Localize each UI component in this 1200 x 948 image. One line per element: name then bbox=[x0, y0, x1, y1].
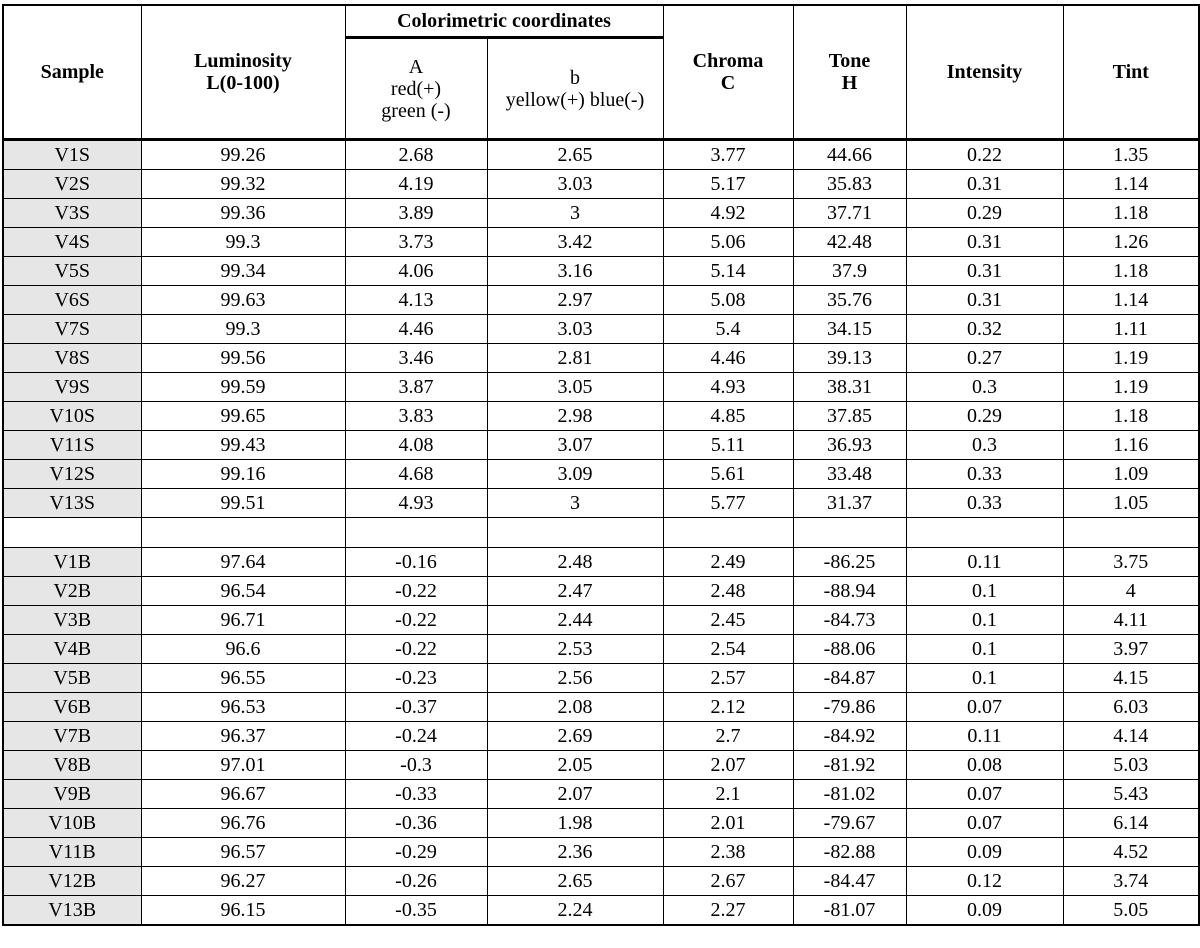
cell-b: 3.07 bbox=[487, 431, 663, 460]
cell-intensity: 0.22 bbox=[906, 140, 1063, 170]
cell-b: 2.48 bbox=[487, 548, 663, 577]
blank-separator-row bbox=[3, 518, 1199, 548]
cell-h: -84.73 bbox=[793, 606, 906, 635]
cell-c: 5.77 bbox=[663, 489, 793, 518]
cell-c: 4.46 bbox=[663, 344, 793, 373]
cell-intensity: 0.3 bbox=[906, 431, 1063, 460]
table-row bbox=[3, 809, 1199, 838]
header-tone: Tone H bbox=[793, 5, 906, 140]
cell-c: 2.48 bbox=[663, 577, 793, 606]
cell-l: 96.53 bbox=[141, 693, 345, 722]
cell-c: 2.54 bbox=[663, 635, 793, 664]
cell-h: 33.48 bbox=[793, 460, 906, 489]
cell-b: 2.98 bbox=[487, 402, 663, 431]
cell-c: 2.49 bbox=[663, 548, 793, 577]
header-a: A red(+) green (-) bbox=[345, 38, 487, 140]
table-row bbox=[3, 460, 1199, 489]
cell-b: 2.47 bbox=[487, 577, 663, 606]
cell-b: 2.24 bbox=[487, 896, 663, 926]
cell-l: 99.3 bbox=[141, 315, 345, 344]
cell-h: -79.67 bbox=[793, 809, 906, 838]
cell-intensity: 0.07 bbox=[906, 809, 1063, 838]
cell-l: 99.51 bbox=[141, 489, 345, 518]
cell-b: 1.98 bbox=[487, 809, 663, 838]
cell-sample: V11S bbox=[3, 431, 141, 460]
cell-a: -0.29 bbox=[345, 838, 487, 867]
cell-a: 2.68 bbox=[345, 140, 487, 170]
cell-c: 3.77 bbox=[663, 140, 793, 170]
cell-intensity: 0.09 bbox=[906, 896, 1063, 926]
table-row bbox=[3, 228, 1199, 257]
cell-c: 2.27 bbox=[663, 896, 793, 926]
cell-tint: 1.19 bbox=[1063, 373, 1199, 402]
cell-h: -84.92 bbox=[793, 722, 906, 751]
cell-c: 5.4 bbox=[663, 315, 793, 344]
cell-l: 99.34 bbox=[141, 257, 345, 286]
cell-sample: V11B bbox=[3, 838, 141, 867]
cell-sample: V4S bbox=[3, 228, 141, 257]
cell-tint: 5.43 bbox=[1063, 780, 1199, 809]
cell-l: 96.27 bbox=[141, 867, 345, 896]
cell-a: 4.13 bbox=[345, 286, 487, 315]
cell-a: -0.22 bbox=[345, 577, 487, 606]
blank-cell bbox=[906, 518, 1063, 548]
header-sample: Sample bbox=[3, 5, 141, 140]
blank-cell bbox=[487, 518, 663, 548]
cell-intensity: 0.33 bbox=[906, 489, 1063, 518]
blank-cell bbox=[3, 518, 141, 548]
cell-intensity: 0.1 bbox=[906, 606, 1063, 635]
cell-a: 4.68 bbox=[345, 460, 487, 489]
cell-b: 2.65 bbox=[487, 867, 663, 896]
cell-sample: V7B bbox=[3, 722, 141, 751]
cell-sample: V5B bbox=[3, 664, 141, 693]
cell-l: 96.37 bbox=[141, 722, 345, 751]
cell-c: 5.06 bbox=[663, 228, 793, 257]
cell-tint: 1.35 bbox=[1063, 140, 1199, 170]
cell-sample: V10S bbox=[3, 402, 141, 431]
cell-tint: 6.03 bbox=[1063, 693, 1199, 722]
cell-h: -84.47 bbox=[793, 867, 906, 896]
cell-tint: 1.09 bbox=[1063, 460, 1199, 489]
cell-l: 99.36 bbox=[141, 199, 345, 228]
cell-sample: V3B bbox=[3, 606, 141, 635]
cell-tint: 1.16 bbox=[1063, 431, 1199, 460]
cell-h: 37.71 bbox=[793, 199, 906, 228]
cell-l: 99.3 bbox=[141, 228, 345, 257]
cell-h: 35.83 bbox=[793, 170, 906, 199]
table-row bbox=[3, 431, 1199, 460]
cell-c: 2.01 bbox=[663, 809, 793, 838]
cell-c: 4.85 bbox=[663, 402, 793, 431]
cell-b: 3.05 bbox=[487, 373, 663, 402]
cell-tint: 4 bbox=[1063, 577, 1199, 606]
cell-c: 2.67 bbox=[663, 867, 793, 896]
cell-b: 2.08 bbox=[487, 693, 663, 722]
cell-sample: V9B bbox=[3, 780, 141, 809]
cell-h: 42.48 bbox=[793, 228, 906, 257]
cell-sample: V13S bbox=[3, 489, 141, 518]
cell-sample: V3S bbox=[3, 199, 141, 228]
header-b: b yellow(+) blue(-) bbox=[487, 38, 663, 140]
colorimetric-table bbox=[2, 4, 1200, 926]
cell-b: 3.09 bbox=[487, 460, 663, 489]
cell-h: 44.66 bbox=[793, 140, 906, 170]
cell-intensity: 0.29 bbox=[906, 402, 1063, 431]
cell-b: 2.81 bbox=[487, 344, 663, 373]
cell-c: 5.08 bbox=[663, 286, 793, 315]
cell-intensity: 0.08 bbox=[906, 751, 1063, 780]
table-row bbox=[3, 257, 1199, 286]
cell-c: 4.93 bbox=[663, 373, 793, 402]
cell-intensity: 0.29 bbox=[906, 199, 1063, 228]
cell-a: -0.3 bbox=[345, 751, 487, 780]
table-row bbox=[3, 140, 1199, 170]
table-row bbox=[3, 344, 1199, 373]
cell-tint: 5.05 bbox=[1063, 896, 1199, 926]
cell-intensity: 0.12 bbox=[906, 867, 1063, 896]
cell-l: 99.65 bbox=[141, 402, 345, 431]
cell-h: -81.92 bbox=[793, 751, 906, 780]
cell-tint: 1.18 bbox=[1063, 402, 1199, 431]
cell-sample: V7S bbox=[3, 315, 141, 344]
cell-a: -0.26 bbox=[345, 867, 487, 896]
cell-sample: V5S bbox=[3, 257, 141, 286]
cell-tint: 3.75 bbox=[1063, 548, 1199, 577]
cell-sample: V8B bbox=[3, 751, 141, 780]
cell-h: 37.85 bbox=[793, 402, 906, 431]
cell-b: 3.16 bbox=[487, 257, 663, 286]
table-row bbox=[3, 315, 1199, 344]
cell-c: 2.07 bbox=[663, 751, 793, 780]
table-row bbox=[3, 838, 1199, 867]
cell-sample: V12B bbox=[3, 867, 141, 896]
cell-l: 96.76 bbox=[141, 809, 345, 838]
cell-tint: 1.05 bbox=[1063, 489, 1199, 518]
table-row bbox=[3, 286, 1199, 315]
table-row bbox=[3, 489, 1199, 518]
cell-a: 4.19 bbox=[345, 170, 487, 199]
cell-h: 35.76 bbox=[793, 286, 906, 315]
cell-c: 2.38 bbox=[663, 838, 793, 867]
cell-b: 2.56 bbox=[487, 664, 663, 693]
cell-a: 4.93 bbox=[345, 489, 487, 518]
cell-tint: 3.97 bbox=[1063, 635, 1199, 664]
cell-sample: V12S bbox=[3, 460, 141, 489]
cell-b: 2.69 bbox=[487, 722, 663, 751]
cell-h: 39.13 bbox=[793, 344, 906, 373]
cell-tint: 4.14 bbox=[1063, 722, 1199, 751]
cell-sample: V10B bbox=[3, 809, 141, 838]
cell-intensity: 0.07 bbox=[906, 780, 1063, 809]
cell-tint: 5.03 bbox=[1063, 751, 1199, 780]
cell-l: 96.71 bbox=[141, 606, 345, 635]
cell-intensity: 0.33 bbox=[906, 460, 1063, 489]
cell-l: 99.56 bbox=[141, 344, 345, 373]
cell-h: -79.86 bbox=[793, 693, 906, 722]
cell-h: -81.02 bbox=[793, 780, 906, 809]
table-row bbox=[3, 722, 1199, 751]
cell-tint: 4.15 bbox=[1063, 664, 1199, 693]
cell-l: 96.15 bbox=[141, 896, 345, 926]
cell-a: 3.89 bbox=[345, 199, 487, 228]
cell-sample: V2B bbox=[3, 577, 141, 606]
table-row bbox=[3, 896, 1199, 926]
header-chroma: Chroma C bbox=[663, 5, 793, 140]
cell-a: 3.83 bbox=[345, 402, 487, 431]
cell-a: -0.33 bbox=[345, 780, 487, 809]
cell-h: 31.37 bbox=[793, 489, 906, 518]
cell-c: 4.92 bbox=[663, 199, 793, 228]
cell-a: -0.23 bbox=[345, 664, 487, 693]
cell-sample: V2S bbox=[3, 170, 141, 199]
cell-a: -0.16 bbox=[345, 548, 487, 577]
cell-sample: V6B bbox=[3, 693, 141, 722]
cell-sample: V1B bbox=[3, 548, 141, 577]
table-row bbox=[3, 373, 1199, 402]
cell-tint: 3.74 bbox=[1063, 867, 1199, 896]
cell-l: 97.64 bbox=[141, 548, 345, 577]
cell-a: -0.24 bbox=[345, 722, 487, 751]
cell-l: 96.54 bbox=[141, 577, 345, 606]
cell-c: 2.12 bbox=[663, 693, 793, 722]
cell-c: 2.1 bbox=[663, 780, 793, 809]
cell-intensity: 0.27 bbox=[906, 344, 1063, 373]
table-row bbox=[3, 170, 1199, 199]
cell-h: 37.9 bbox=[793, 257, 906, 286]
cell-tint: 1.26 bbox=[1063, 228, 1199, 257]
table-row bbox=[3, 751, 1199, 780]
cell-h: 36.93 bbox=[793, 431, 906, 460]
cell-intensity: 0.1 bbox=[906, 635, 1063, 664]
cell-sample: V6S bbox=[3, 286, 141, 315]
table-row bbox=[3, 664, 1199, 693]
table-row bbox=[3, 693, 1199, 722]
cell-b: 2.05 bbox=[487, 751, 663, 780]
cell-b: 2.53 bbox=[487, 635, 663, 664]
cell-h: -84.87 bbox=[793, 664, 906, 693]
table-row bbox=[3, 199, 1199, 228]
blank-cell bbox=[345, 518, 487, 548]
cell-a: 3.46 bbox=[345, 344, 487, 373]
cell-b: 2.65 bbox=[487, 140, 663, 170]
cell-sample: V4B bbox=[3, 635, 141, 664]
cell-h: 34.15 bbox=[793, 315, 906, 344]
cell-intensity: 0.31 bbox=[906, 286, 1063, 315]
blank-cell bbox=[1063, 518, 1199, 548]
table-row bbox=[3, 780, 1199, 809]
cell-b: 2.97 bbox=[487, 286, 663, 315]
cell-tint: 1.14 bbox=[1063, 170, 1199, 199]
cell-l: 99.16 bbox=[141, 460, 345, 489]
table-row bbox=[3, 867, 1199, 896]
cell-h: -86.25 bbox=[793, 548, 906, 577]
header-luminosity: Luminosity L(0-100) bbox=[141, 5, 345, 140]
cell-a: 4.08 bbox=[345, 431, 487, 460]
cell-tint: 1.18 bbox=[1063, 199, 1199, 228]
cell-a: 4.46 bbox=[345, 315, 487, 344]
cell-a: -0.22 bbox=[345, 635, 487, 664]
table-row bbox=[3, 548, 1199, 577]
cell-a: -0.35 bbox=[345, 896, 487, 926]
cell-l: 99.32 bbox=[141, 170, 345, 199]
cell-c: 2.7 bbox=[663, 722, 793, 751]
cell-h: -81.07 bbox=[793, 896, 906, 926]
cell-a: 4.06 bbox=[345, 257, 487, 286]
table-body bbox=[3, 140, 1199, 926]
cell-c: 2.57 bbox=[663, 664, 793, 693]
cell-h: 38.31 bbox=[793, 373, 906, 402]
table-row bbox=[3, 635, 1199, 664]
cell-l: 99.43 bbox=[141, 431, 345, 460]
cell-h: -88.94 bbox=[793, 577, 906, 606]
cell-b: 2.44 bbox=[487, 606, 663, 635]
cell-intensity: 0.32 bbox=[906, 315, 1063, 344]
header-colorimetric-coordinates: Colorimetric coordinates bbox=[345, 5, 663, 38]
blank-cell bbox=[793, 518, 906, 548]
cell-intensity: 0.11 bbox=[906, 548, 1063, 577]
cell-intensity: 0.07 bbox=[906, 693, 1063, 722]
cell-a: -0.36 bbox=[345, 809, 487, 838]
table-row bbox=[3, 577, 1199, 606]
cell-c: 5.14 bbox=[663, 257, 793, 286]
cell-a: 3.87 bbox=[345, 373, 487, 402]
cell-c: 5.17 bbox=[663, 170, 793, 199]
cell-b: 3 bbox=[487, 199, 663, 228]
cell-intensity: 0.11 bbox=[906, 722, 1063, 751]
cell-b: 3.03 bbox=[487, 315, 663, 344]
cell-c: 5.11 bbox=[663, 431, 793, 460]
cell-tint: 1.11 bbox=[1063, 315, 1199, 344]
cell-c: 2.45 bbox=[663, 606, 793, 635]
cell-intensity: 0.3 bbox=[906, 373, 1063, 402]
cell-l: 99.63 bbox=[141, 286, 345, 315]
cell-l: 99.26 bbox=[141, 140, 345, 170]
table-row bbox=[3, 606, 1199, 635]
cell-sample: V8S bbox=[3, 344, 141, 373]
cell-a: -0.37 bbox=[345, 693, 487, 722]
cell-b: 2.36 bbox=[487, 838, 663, 867]
cell-h: -88.06 bbox=[793, 635, 906, 664]
cell-tint: 1.18 bbox=[1063, 257, 1199, 286]
cell-intensity: 0.31 bbox=[906, 257, 1063, 286]
cell-b: 3 bbox=[487, 489, 663, 518]
cell-tint: 1.14 bbox=[1063, 286, 1199, 315]
cell-b: 2.07 bbox=[487, 780, 663, 809]
cell-intensity: 0.1 bbox=[906, 664, 1063, 693]
cell-tint: 4.52 bbox=[1063, 838, 1199, 867]
cell-b: 3.42 bbox=[487, 228, 663, 257]
cell-l: 96.57 bbox=[141, 838, 345, 867]
cell-l: 96.6 bbox=[141, 635, 345, 664]
table-row bbox=[3, 402, 1199, 431]
cell-intensity: 0.31 bbox=[906, 170, 1063, 199]
cell-h: -82.88 bbox=[793, 838, 906, 867]
cell-intensity: 0.1 bbox=[906, 577, 1063, 606]
blank-cell bbox=[663, 518, 793, 548]
cell-l: 96.67 bbox=[141, 780, 345, 809]
cell-a: 3.73 bbox=[345, 228, 487, 257]
cell-sample: V9S bbox=[3, 373, 141, 402]
cell-c: 5.61 bbox=[663, 460, 793, 489]
cell-tint: 6.14 bbox=[1063, 809, 1199, 838]
cell-sample: V1S bbox=[3, 140, 141, 170]
header-intensity: Intensity bbox=[906, 5, 1063, 140]
cell-b: 3.03 bbox=[487, 170, 663, 199]
header-tint: Tint bbox=[1063, 5, 1199, 140]
cell-sample: V13B bbox=[3, 896, 141, 926]
cell-a: -0.22 bbox=[345, 606, 487, 635]
cell-intensity: 0.31 bbox=[906, 228, 1063, 257]
cell-intensity: 0.09 bbox=[906, 838, 1063, 867]
blank-cell bbox=[141, 518, 345, 548]
cell-tint: 1.19 bbox=[1063, 344, 1199, 373]
cell-tint: 4.11 bbox=[1063, 606, 1199, 635]
cell-l: 96.55 bbox=[141, 664, 345, 693]
cell-l: 99.59 bbox=[141, 373, 345, 402]
cell-l: 97.01 bbox=[141, 751, 345, 780]
